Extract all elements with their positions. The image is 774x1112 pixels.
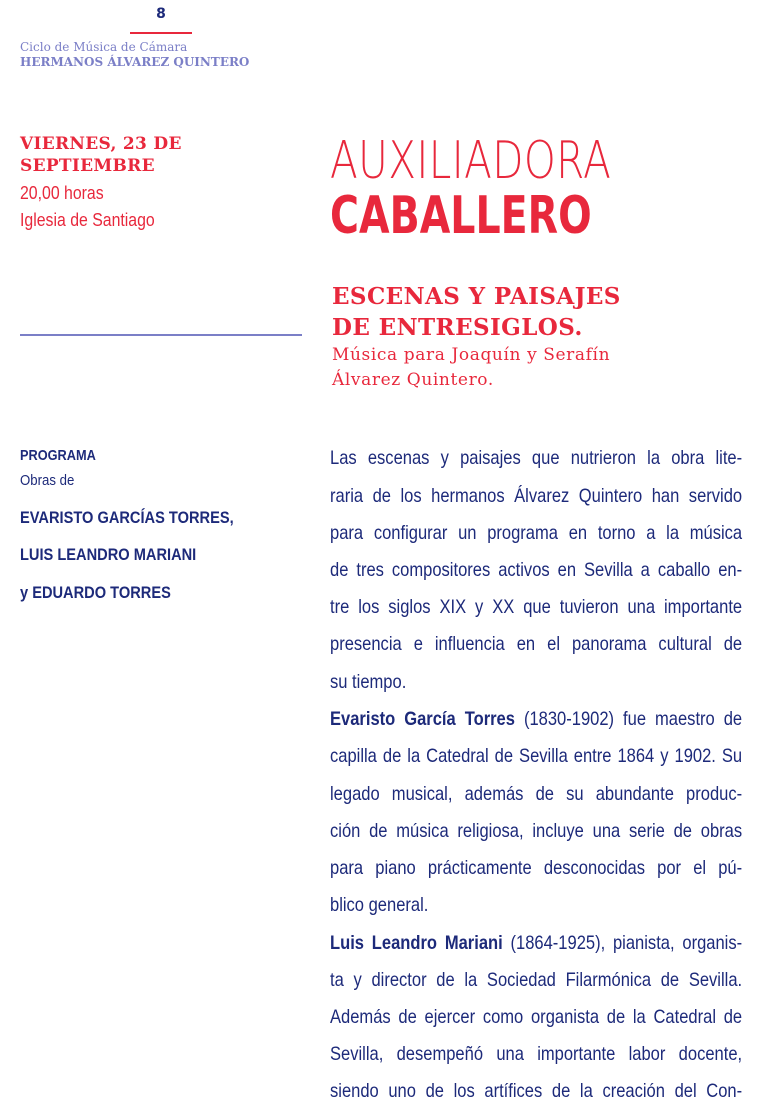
body-line: su tiempo. [330,671,407,693]
event-time: 20,00 horas [20,183,104,203]
body-line [330,934,742,954]
program-intro: Obras de [20,472,75,489]
body-line: Sevilla, desempeñó una importante labor docente, [330,1043,743,1065]
body-line: de tres compositores activos en Sevilla a caballo en- [330,559,743,581]
artist-first-name: AUXILIADORA [330,131,612,191]
composer-name-mariani: Luis Leandro Mariani [330,932,503,954]
concert-title-line-2: DE ENTRESIGLOS. [332,314,583,341]
body-line-rest: (1864-1925), pianista, organis- [502,932,743,954]
body-line: blico general. [330,894,429,916]
composer-1: EVARISTO GARCÍAS TORRES, [20,508,234,527]
page-number-rule [130,32,192,34]
artist-last-name: CABALLERO [330,186,592,246]
event-date-line-2: SEPTIEMBRE [20,156,155,176]
body-line: para piano prácticamente desconocidas por el pú- [330,857,743,879]
body-line [330,710,742,730]
body-line: Además de ejercer como organista de la Catedral de [330,1006,743,1028]
body-line: para configurar un programa en torno a la música [330,522,743,544]
program-label: PROGRAMA [20,447,96,464]
body-line: raria de los hermanos Álvarez Quintero han servido [330,485,743,507]
composer-name-garcia-torres: Evaristo García Torres [330,708,515,730]
concert-title-line-1: ESCENAS Y PAISAJES [332,283,621,310]
event-date-line-1: VIERNES, 23 DE [20,134,182,154]
body-line: ta y director de la Sociedad Filarmónica de Sevilla. [330,969,743,991]
body-line: ción de música religiosa, incluye una serie de obras [330,820,743,842]
body-line: siendo uno de los artífices de la creación del Con- [330,1080,743,1102]
composer-2: LUIS LEANDRO MARIANI [20,545,197,564]
series-subtitle: HERMANOS ÁLVAREZ QUINTERO [20,55,250,69]
body-line: capilla de la Catedral de Sevilla entre 1864 y 1902. Su [330,745,743,767]
concert-subtitle-line-2: Álvarez Quintero. [332,370,494,390]
concert-subtitle-line-1: Música para Joaquín y Serafín [332,345,611,365]
body-line: legado musical, además de su abundante produc- [330,783,743,805]
body-line: tre los siglos XIX y XX que tuvieron una importante [330,596,743,618]
series-title: Ciclo de Música de Cámara [20,40,188,54]
page-number: 8 [156,6,166,22]
event-venue: Iglesia de Santiago [20,210,155,230]
body-line: Las escenas y paisajes que nutrieron la obra lite- [330,447,743,469]
composer-3: y EDUARDO TORRES [20,583,171,602]
body-line: presencia e influencia en el panorama cultural de [330,633,743,655]
section-divider [20,334,302,336]
body-line-rest: (1830-1902) fue maestro de [514,708,743,730]
